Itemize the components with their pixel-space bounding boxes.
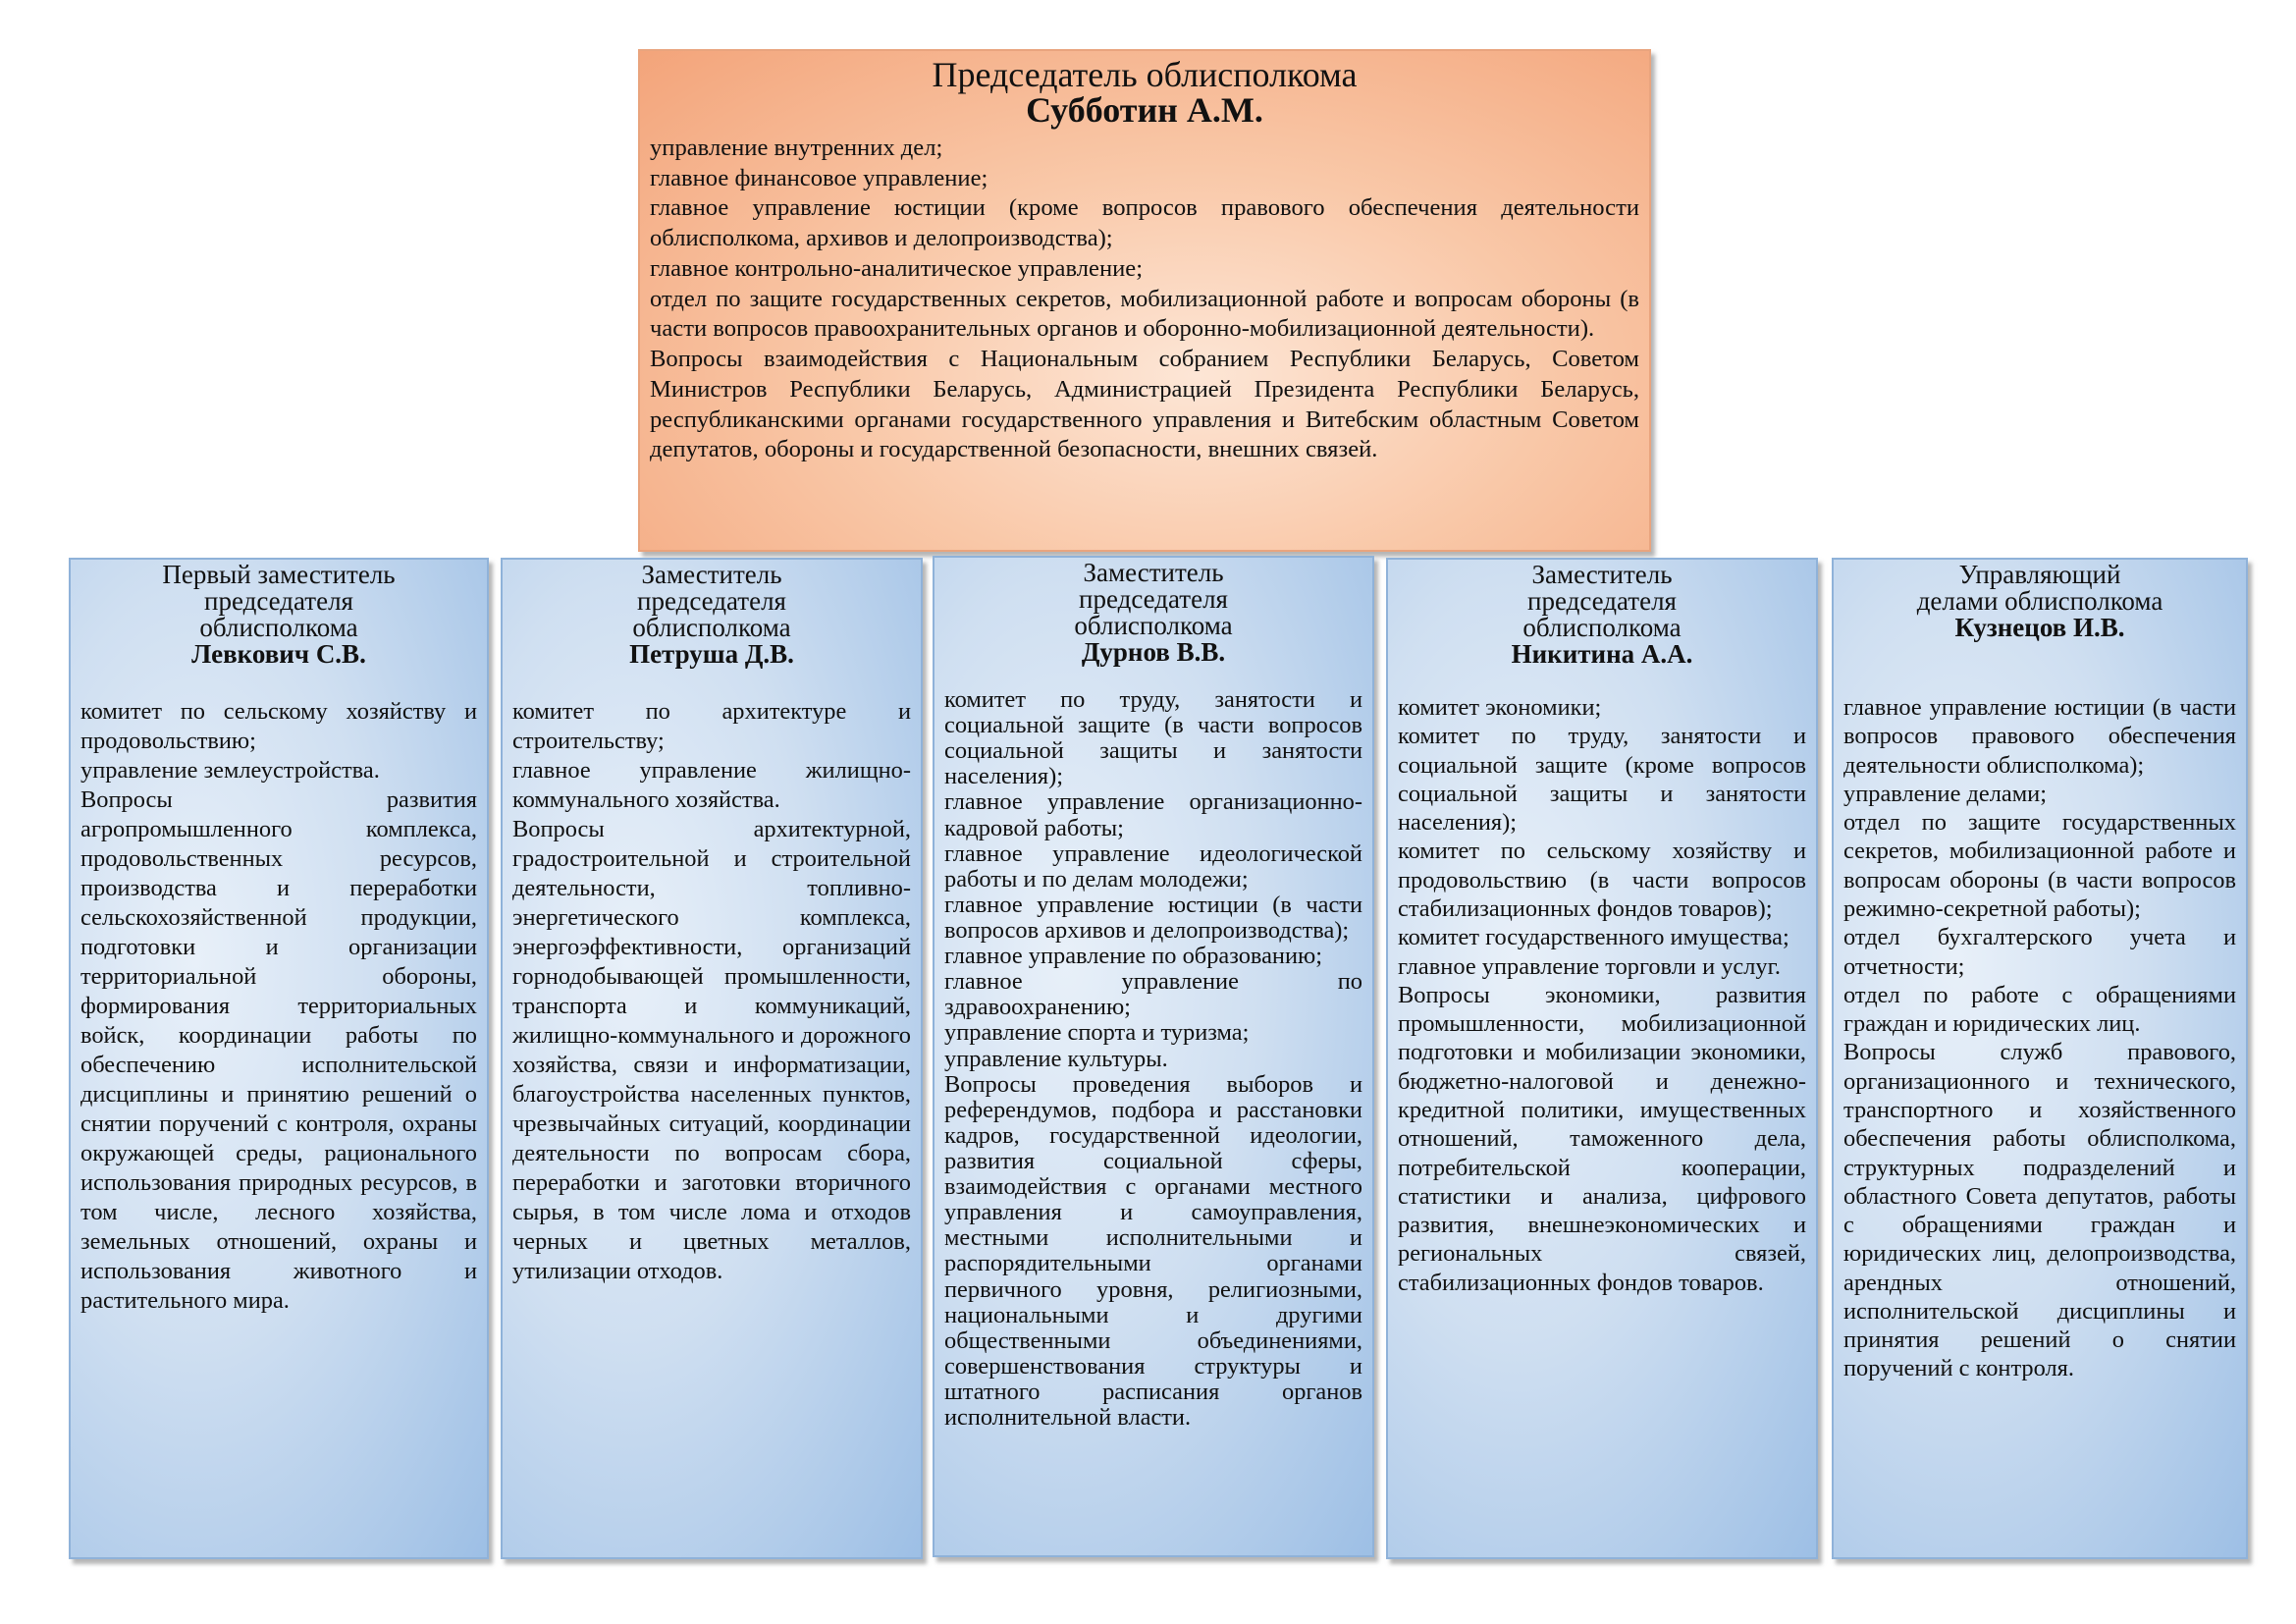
responsibility-item: главное управление по здравоохранению; (944, 968, 1362, 1021)
chairman-role: Председатель облисполкома (932, 55, 1358, 94)
responsibility-item: Вопросы проведения выборов и референдумов, подбора и расстановки кадров, государственной идеологии, развития социальной сферы, взаимодействия с органами местного управления и самоуправления, местными исполнительными и распорядительными органами первичного уровня, религиозными, национальными и другими общественными объединениями, совершенствования структуры и штатного расписания органов исполнительной власти. (944, 1070, 1362, 1432)
responsibility-item: Вопросы архитектурной, градостроительной и строительной деятельности, топливно-энергетического комплекса, энергоэффективности, организаций горнодобывающей промышленности, транспорта и коммуникаций, жилищно-коммунального и дорожного хозяйства, связи и информатизации, благоустройства населенных пунктов, чрезвычайных ситуаций, координации деятельности по вопросам сбора, переработки и заготовки вторичного сырья, в том числе лома и отходов черных и цветных металлов, утилизации отходов. (512, 816, 911, 1285)
responsibility-item: комитет по сельскому хозяйству и продовольствию; (80, 698, 477, 755)
deputy-box-nikitina (1386, 558, 1818, 1559)
responsibility-item: главное управление жилищно-коммунального хозяйства. (512, 757, 911, 814)
deputy-responsibilities (944, 687, 1362, 1431)
deputy-name: Никитина А.А. (1511, 639, 1693, 669)
deputy-responsibilities (1843, 693, 2236, 1383)
deputy-role: Заместитель председателя облисполкома (632, 560, 791, 642)
deputy-box-durnov (933, 556, 1374, 1557)
deputy-name: Дурнов В.В. (1081, 637, 1226, 667)
responsibility-item: комитет по архитектуре и строительству; (512, 698, 911, 755)
chairman-box (638, 49, 1651, 552)
deputy-responsibilities (1398, 693, 1806, 1297)
deputy-name: Левкович С.В. (191, 639, 366, 669)
responsibility-item: главное управление юстиции (в части вопросов правового обеспечения деятельности облисполкома); (1843, 694, 2236, 779)
responsibility-item: Вопросы экономики, развития промышленности, мобилизационной подготовки и мобилизации экономики, бюджетно-налоговой и денежно-кредитной политики, имущественных отношений, таможенного дела, потребительской кооперации, статистики и анализа, цифрового развития, внешнеэкономических и региональных связей, стабилизационных фондов товаров. (1398, 981, 1806, 1296)
deputy-role: Управляющий делами облисполкома (1916, 560, 2163, 616)
responsibility-item: главное управление по образованию; (944, 943, 1323, 970)
responsibility-item: главное управление юстиции (в части вопросов архивов и делопроизводства); (944, 891, 1362, 944)
deputy-header (503, 562, 921, 668)
responsibility-item: отдел по защите государственных секретов, мобилизационной работе и вопросам обороны (в части вопросов режимно-секретной работы); (1843, 809, 2236, 922)
responsibility-item: управление землеустройства. (80, 757, 380, 785)
deputy-header (934, 560, 1372, 666)
deputy-box-levkovich (69, 558, 489, 1559)
responsibility-item: главное управление идеологической работы и по делам молодежи; (944, 839, 1362, 893)
responsibility-item: Вопросы взаимодействия с Национальным собранием Республики Беларусь, Советом Министров Республики Беларусь, Администрацией Президента Республики Беларусь, республиканскими органами государственного управления и Витебским областным Советом депутатов, обороны и государственной безопасности, внешних связей. (650, 346, 1639, 463)
chairman-responsibilities (650, 134, 1639, 465)
responsibility-item: управление культуры. (944, 1045, 1168, 1072)
responsibility-item: Вопросы служб правового, организационного и технического, транспортного и хозяйственного обеспечения работы облисполкома, структурных подразделений и областного Совета депутатов, работы с обращениями граждан и юридических лиц, делопроизводства, арендных отношений, исполнительской дисциплины и принятия решений о снятии поручений с контроля. (1843, 1039, 2236, 1382)
deputy-header (71, 562, 487, 668)
deputy-name: Петруша Д.В. (629, 639, 794, 669)
deputy-role: Первый заместитель председателя облисполкома (162, 560, 396, 642)
responsibility-item: управление внутренних дел; (650, 135, 943, 161)
responsibility-item: управление спорта и туризма; (944, 1019, 1250, 1047)
responsibility-item: управление делами; (1843, 780, 2047, 807)
responsibility-item: комитет по сельскому хозяйству и продовольствию (в части вопросов стабилизационных фондов товаров); (1398, 838, 1806, 922)
deputy-box-petrusha (501, 558, 923, 1559)
responsibility-item: главное управление торговли и услуг. (1398, 952, 1781, 980)
deputy-responsibilities (80, 697, 477, 1316)
responsibility-item: комитет по труду, занятости и социальной защите (в части вопросов социальной защиты и занятости населения); (944, 686, 1362, 790)
responsibility-item: отдел по работе с обращениями граждан и юридических лиц. (1843, 981, 2236, 1038)
responsibility-item: главное контрольно-аналитическое управление; (650, 254, 1144, 282)
responsibility-item: комитет экономики; (1398, 694, 1602, 721)
deputy-role: Заместитель председателя облисполкома (1074, 558, 1233, 640)
responsibility-item: комитет государственного имущества; (1398, 924, 1789, 951)
responsibility-item: комитет по труду, занятости и социальной защите (кроме вопросов социальной защиты и занятости населения); (1398, 723, 1806, 837)
deputy-header (1388, 562, 1816, 668)
chairman-header (640, 57, 1649, 128)
deputy-role: Заместитель председателя облисполкома (1522, 560, 1682, 642)
deputy-box-kuznetsov (1832, 558, 2248, 1559)
responsibility-item: Вопросы развития агропромышленного комплекса, продовольственных ресурсов, производства и переработки сельскохозяйственной продукции, подготовки и организации территориальной обороны, формирования территориальных войск, координации работы по обеспечению исполнительской дисциплины и принятию решений о снятии поручений с контроля, охраны окружающей среды, рационального использования природных ресурсов, в том числе, лесного хозяйства, земельных отношений, охраны и использования животного и растительного мира. (80, 786, 477, 1315)
deputy-name: Кузнецов И.В. (1954, 613, 2125, 642)
responsibility-item: главное управление юстиции (кроме вопросов правового обеспечения деятельности облисполкома, архивов и делопроизводства); (650, 194, 1639, 252)
deputy-header (1834, 562, 2246, 641)
chairman-name: Субботин А.М. (1026, 90, 1263, 130)
responsibility-item: главное управление организационно-кадровой работы; (944, 788, 1362, 841)
deputy-responsibilities (512, 697, 911, 1286)
responsibility-item: отдел бухгалтерского учета и отчетности; (1843, 924, 2236, 980)
responsibility-item: главное финансовое управление; (650, 164, 988, 191)
responsibility-item: отдел по защите государственных секретов, мобилизационной работе и вопросам обороны (в части вопросов правоохранительных органов и оборонно-мобилизационной деятельности). (650, 285, 1639, 343)
